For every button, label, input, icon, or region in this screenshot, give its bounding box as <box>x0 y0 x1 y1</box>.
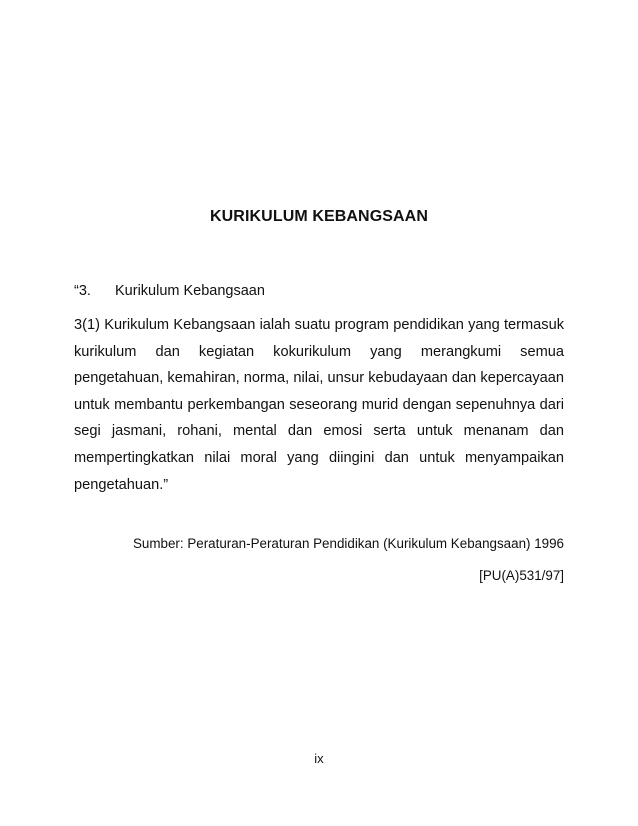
source-citation: Sumber: Peraturan-Peraturan Pendidikan (Kurikulum Kebangsaan) 1996 <box>133 536 564 551</box>
body-paragraph: 3(1) Kurikulum Kebangsaan ialah suatu program pendidikan yang termasuk kurikulum dan kegiatan kokurikulum yang merangkumi semua pengetahuan, kemahiran, norma, nilai, unsur kebudayaan dan kepercayaan untuk membantu perkembangan seseorang murid dengan sepenuhnya dari segi jasmani, rohani, mental dan emosi serta untuk menanam dan mempertingkatkan nilai moral yang diingini dan untuk menyampaikan pengetahuan.” <box>74 317 564 493</box>
section-number: “3. <box>74 283 91 299</box>
section-heading-text: Kurikulum Kebangsaan <box>115 283 265 299</box>
page-title: KURIKULUM KEBANGSAAN <box>210 208 428 225</box>
reference-code: [PU(A)531/97] <box>479 568 564 583</box>
section-heading <box>74 283 265 299</box>
page-number: ix <box>314 751 324 766</box>
